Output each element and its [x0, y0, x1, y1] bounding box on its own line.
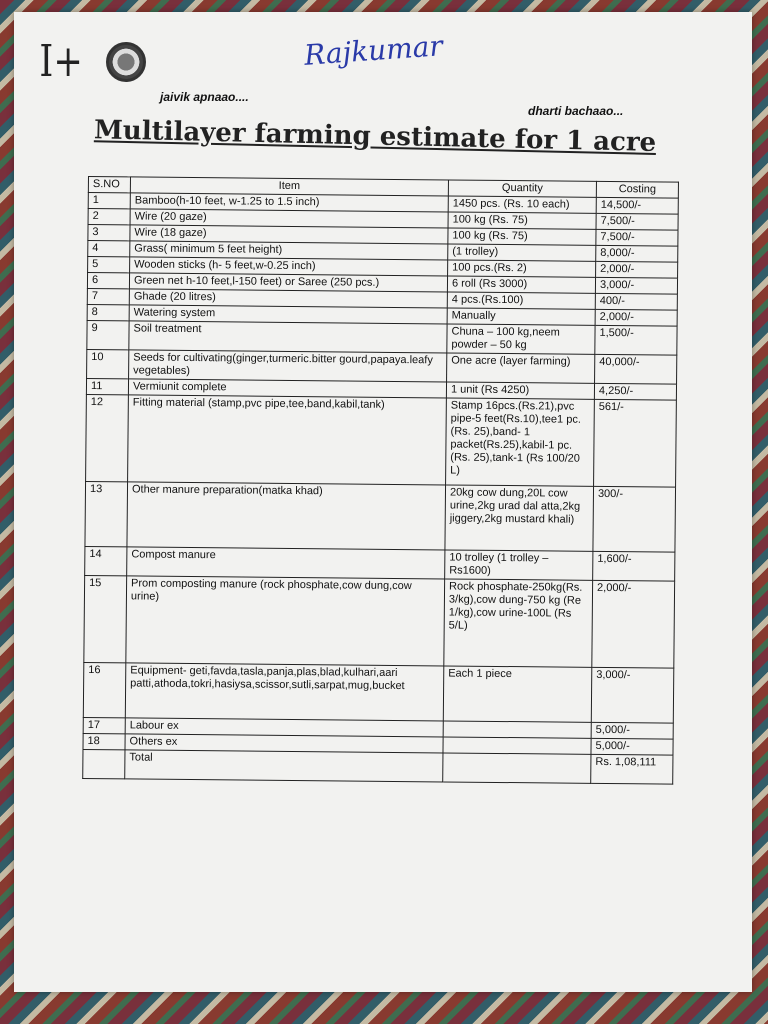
- cell-quantity: 100 kg (Rs. 75): [448, 228, 596, 245]
- cell-quantity: Chuna – 100 kg,neem powder – 50 kg: [447, 324, 595, 354]
- cell-sno: 8: [87, 304, 129, 320]
- cell-costing: 300/-: [593, 486, 676, 552]
- cell-quantity: 100 pcs.(Rs. 2): [448, 260, 596, 277]
- cell-item: Total: [125, 750, 443, 782]
- cell-costing: 7,500/-: [596, 229, 678, 246]
- cell-quantity: [443, 737, 591, 754]
- cell-costing: 3,000/-: [595, 277, 677, 294]
- slogan-right: dharti bachaao...: [528, 104, 624, 118]
- cell-item: Other manure preparation(matka khad): [127, 482, 446, 550]
- cell-quantity: 1450 pcs. (Rs. 10 each): [448, 196, 596, 213]
- cell-item: Wire (18 gaze): [130, 225, 448, 244]
- cell-item: Soil treatment: [129, 321, 447, 353]
- cell-quantity: 4 pcs.(Rs.100): [447, 292, 595, 309]
- cell-sno: 14: [85, 546, 127, 575]
- cell-item: Vermiunit complete: [128, 379, 446, 398]
- cell-sno: 7: [87, 288, 129, 304]
- cell-costing: 8,000/-: [596, 245, 678, 262]
- cell-sno: 10: [87, 349, 129, 378]
- cell-item: Others ex: [125, 734, 443, 753]
- cell-sno: 2: [88, 209, 130, 225]
- cell-quantity: (1 trolley): [448, 244, 596, 261]
- table-row: [83, 662, 674, 723]
- cell-costing: 4,250/-: [594, 383, 676, 400]
- cell-item: Equipment- geti,favda,tasla,panja,plas,blad,kulhari,aari patti,athoda,tokri,hasiysa,scissor,sutli,sarpat,mug,bucket: [125, 663, 444, 721]
- cell-item: Bamboo(h-10 feet, w-1.25 to 1.5 inch): [130, 193, 448, 212]
- cell-item: Seeds for cultivating(ginger,turmeric.bitter gourd,papaya.leafy vegetables): [129, 350, 447, 382]
- slogan-left: jaivik apnaao....: [160, 90, 249, 104]
- cell-costing: 14,500/-: [596, 197, 678, 214]
- cell-quantity: Rock phosphate-250kg(Rs. 3/kg),cow dung-750 kg (Re 1/kg),cow urine-100L (Rs 5/L): [444, 579, 593, 667]
- cell-quantity: 10 trolley (1 trolley – Rs1600): [445, 550, 593, 580]
- cell-costing: Rs. 1,08,111: [591, 754, 673, 784]
- column-header-sno: S.NO: [88, 177, 130, 193]
- cell-sno: 15: [84, 575, 127, 662]
- cell-item: Fitting material (stamp,pvc pipe,tee,band,kabil,tank): [128, 395, 447, 485]
- cell-costing: 2,000/-: [592, 580, 675, 668]
- table-row: [85, 481, 676, 552]
- document-page: [14, 12, 752, 992]
- cell-item: Ghade (20 litres): [129, 289, 447, 308]
- cell-costing: 2,000/-: [595, 309, 677, 326]
- cell-costing: 40,000/-: [595, 354, 677, 384]
- cell-sno: 4: [88, 241, 130, 257]
- cell-item: Labour ex: [125, 718, 443, 737]
- cell-costing: 5,000/-: [591, 722, 673, 739]
- table-row: [86, 394, 677, 487]
- cell-item: Compost manure: [127, 547, 445, 579]
- cell-costing: 2,000/-: [596, 261, 678, 278]
- cell-quantity: Manually: [447, 308, 595, 325]
- cell-quantity: Each 1 piece: [443, 666, 592, 722]
- cell-quantity: Stamp 16pcs.(Rs.21),pvc pipe-5 feet(Rs.10),tee1 pc.(Rs. 25),band- 1 packet(Rs.25),kabil-1 pc.(Rs. 25),tank-1 (Rs 100/20 L): [446, 398, 595, 486]
- cell-costing: 5,000/-: [591, 738, 673, 755]
- page-title: Multilayer farming estimate for 1 acre: [93, 115, 657, 158]
- cell-item: Wooden sticks (h- 5 feet,w-0.25 inch): [130, 257, 448, 276]
- cell-item: Green net h-10 feet,l-150 feet) or Saree (250 pcs.): [129, 273, 447, 292]
- cell-sno: 5: [88, 257, 130, 273]
- column-header-item: Item: [130, 177, 448, 196]
- corner-mark: I+: [39, 36, 83, 87]
- cell-quantity: 100 kg (Rs. 75): [448, 212, 596, 229]
- estimate-table-container: [82, 176, 678, 785]
- cell-quantity: [443, 721, 591, 738]
- column-header-quantity: Quantity: [448, 180, 596, 197]
- handwritten-signature: Rajkumar: [303, 29, 444, 72]
- cell-sno: 3: [88, 225, 130, 241]
- cell-sno: 9: [87, 320, 129, 349]
- cell-sno: 12: [86, 394, 129, 481]
- cell-sno: 1: [88, 193, 130, 209]
- cell-sno: 17: [83, 717, 125, 733]
- organization-logo-icon: [106, 42, 146, 82]
- cell-quantity: 1 unit (Rs 4250): [446, 382, 594, 399]
- cell-quantity: 6 roll (Rs 3000): [447, 276, 595, 293]
- total-row: [83, 749, 673, 784]
- cell-costing: 1,600/-: [593, 551, 675, 581]
- estimate-table: [82, 176, 679, 785]
- cell-sno: 18: [83, 733, 125, 749]
- cell-sno: [83, 749, 125, 778]
- cell-sno: 6: [87, 273, 129, 289]
- cell-costing: 561/-: [594, 399, 677, 487]
- cell-quantity: 20kg cow dung,20L cow urine,2kg urad dal atta,2kg jiggery,2kg mustard khali): [445, 485, 594, 551]
- cell-sno: 11: [86, 378, 128, 394]
- cell-item: Wire (20 gaze): [130, 209, 448, 228]
- table-row: [84, 575, 675, 668]
- cell-costing: 1,500/-: [595, 325, 677, 355]
- column-header-costing: Costing: [596, 181, 678, 198]
- cell-sno: 13: [85, 481, 128, 546]
- cell-item: Grass( minimum 5 feet height): [130, 241, 448, 260]
- cell-costing: 400/-: [595, 293, 677, 310]
- cell-quantity: [443, 753, 591, 783]
- cell-item: Prom composting manure (rock phosphate,cow dung,cow urine): [126, 576, 445, 666]
- cell-item: Watering system: [129, 305, 447, 324]
- cell-costing: 3,000/-: [591, 667, 674, 723]
- cell-quantity: One acre (layer farming): [447, 353, 595, 383]
- cell-costing: 7,500/-: [596, 213, 678, 230]
- cell-sno: 16: [83, 662, 126, 717]
